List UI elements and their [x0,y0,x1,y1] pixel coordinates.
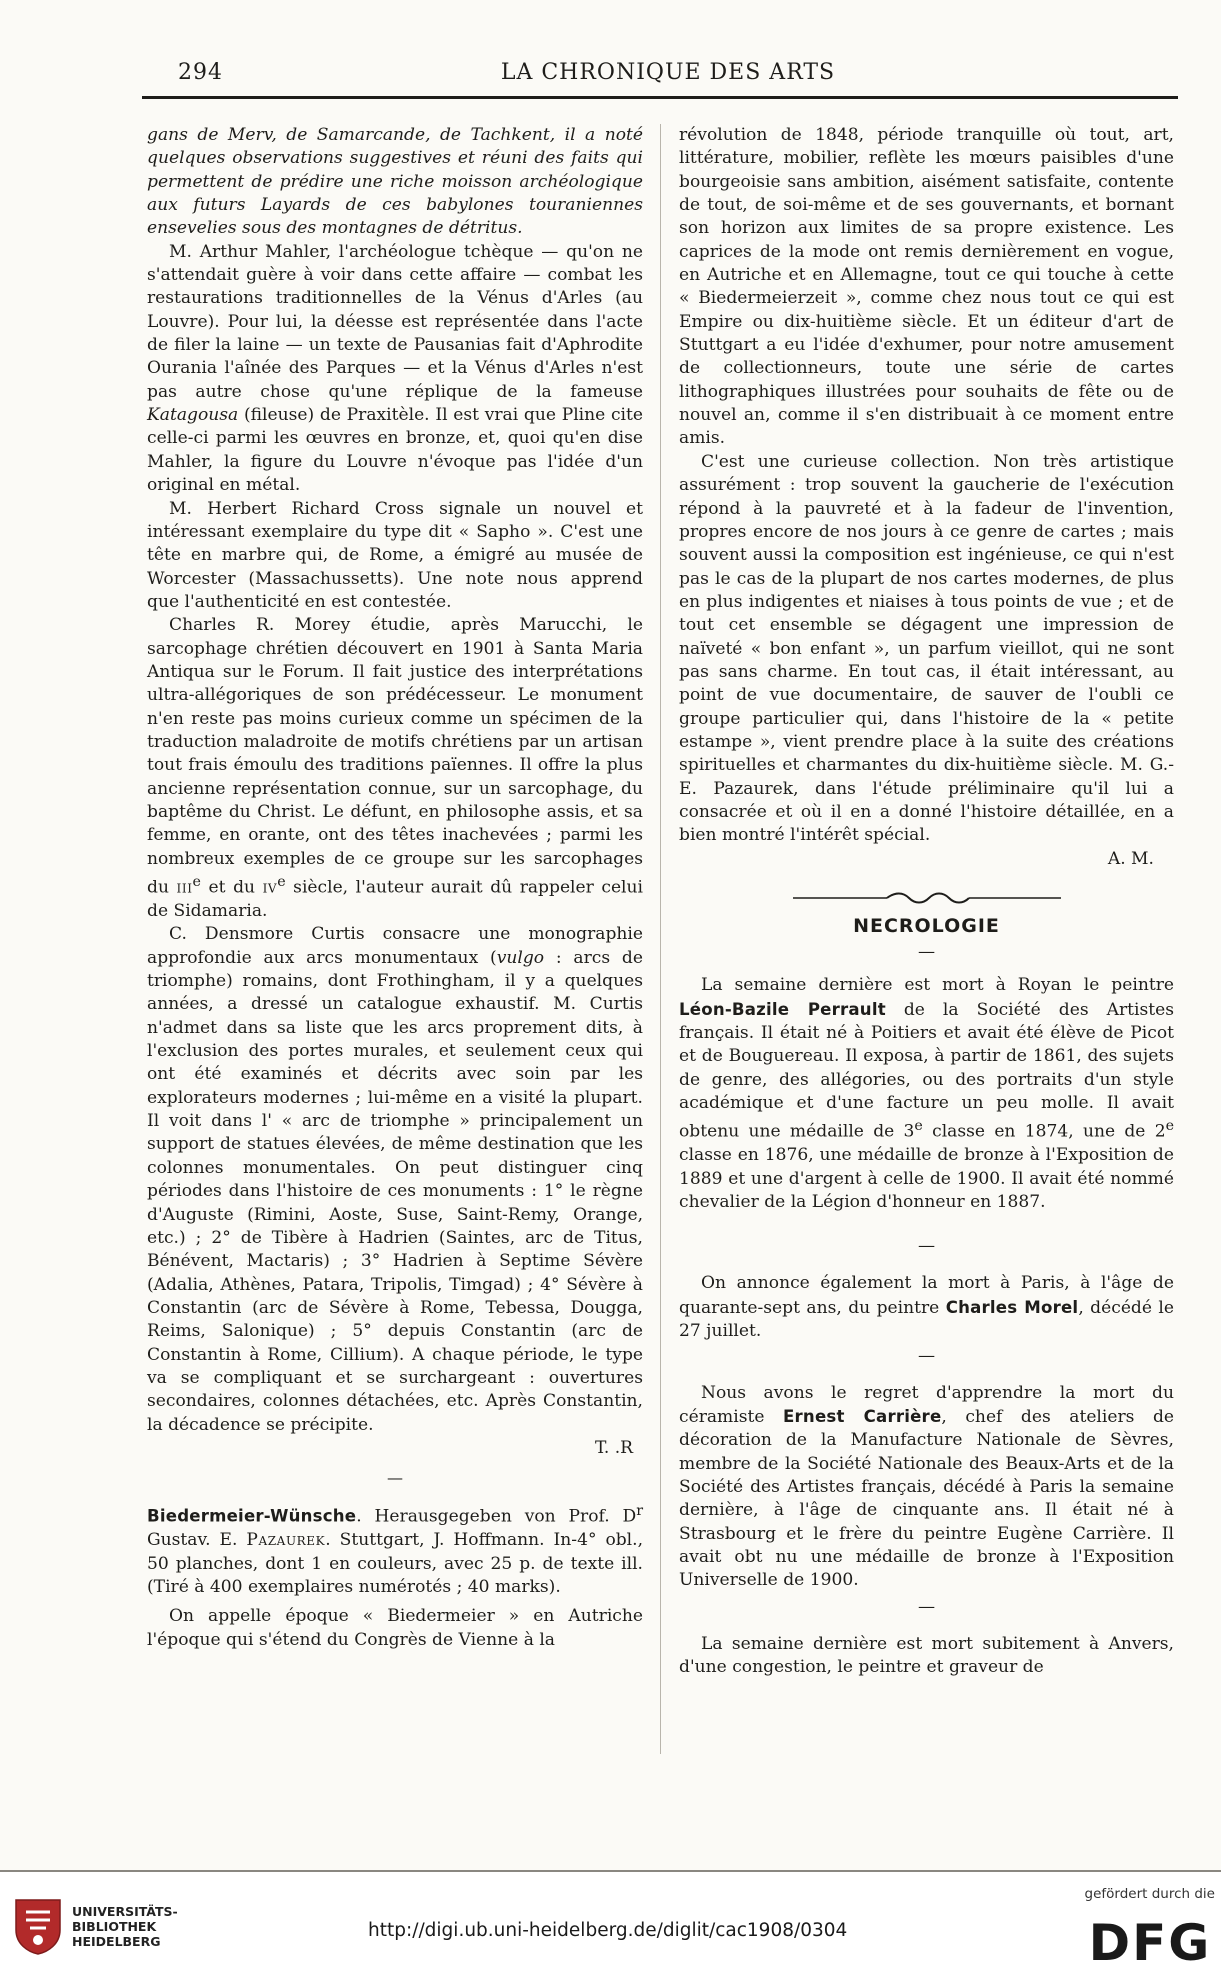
section-separator: — [387,1468,403,1488]
paragraph: M. Herbert Richard Cross signale un nouvel et intéressant exemplaire du type dit « Sapho ». C'est une tête en marbre qui, de Rome, a émigré au musée de Worcester (Massachussetts). Une note nous apprend que l'authenticité en est contestée. [147,498,643,612]
paragraph-text: classe en 1876, une médaille de bronze à l'Exposition de 1889 et une d'argent à celle de 1900. Il avait été nommé chevalier de la Légion d'honneur en 1887. [679,1145,1174,1213]
signature: T. .R [594,1437,633,1458]
paragraph-text: : arcs de triomphe) romains, dont Frothingham, il y a quelques années, a dressé un catalogue exhaustif. M. Curtis n'admet dans sa liste que les arcs proprement dits, à l'exclusion des portes murales, et seulement ceux qui ont été examinés et décrits avec soin par les explorateurs modernes ; lui-même en a visité la plupart. Il voit dans l' « arc de triomphe » principalement un support de statues élevées, de même destination que les colonnes monumentales. On peut distinguer cinq périodes dans l'histoire de ces monuments : 1° le règne d'Auguste (Rimini, Aoste, Suse, Saint-Remy, Orange, etc.) ; 2° de Tibère à Hadrien (Saintes, arc de Titus, Bénévent, Mactaris) ; 3° Hadrien à Septime Sévère (Adalia, Athènes, Patara, Tripolis, Timgad) ; 4° Sévère à Constantin (arc de Sévère à Rome, Tebessa, Dougga, Reims, Salonique) ; 5° depuis Constantin (arc de Constantin à Rome, Cillium). A chaque période, le type va se compliquant et se surchargeant : ouvertures secondaires, colonnes détachées, etc. Après Constantin, la décadence se précipite. [147,947,643,1435]
paragraph-text: . Herausgegeben von Prof. D [356,1506,637,1527]
superscript: e [914,1118,923,1135]
column-divider [660,124,661,1754]
paragraph: révolution de 1848, période tranquille où tout, art, littérature, mobilier, reflète les mœurs paisibles d'une bourgeoisie sans ambition, aisément satisfaite, contente de tout, de soi-même et de ses gouvernants, et bornant son horizon aux limites de sa propre existence. Les caprices de la mode ont remis dernièrement en vogue, en Autriche et en Allemagne, tout ce qui touche à cette « Biedermeierzeit », comme chez nous tout ce qui est Empire ou dix-huitième siècle. Et un éditeur d'art de Stuttgart a eu l'idée d'exhumer, pour notre amusement de collectionneurs, toute une série de cartes lithographiques illustrées pour souhaits de fête ou de nouvel an, comme il s'en distribuait à ce moment entre amis. [679,125,1174,449]
obituary-paragraph [679,1272,1174,1343]
book-review [147,1500,643,1599]
obituary-paragraph [679,974,1174,1214]
university-library-name: UNIVERSITÄTS- BIBLIOTHEK HEIDELBERG [72,1904,178,1949]
paragraph-text: On annonce également la mort à Paris, à l'âge de quarante-sept ans, du peintre [679,1273,1174,1318]
paragraph-text: , décédé le 27 juillet. [679,1297,1174,1342]
header-rule [142,96,1178,99]
author-name: Pazaurek [246,1530,326,1551]
right-column [679,124,1174,1679]
university-seal-icon [12,1896,64,1956]
paragraph-text: et du [200,877,263,898]
short-dash: — [917,1236,936,1257]
source-url[interactable]: http://digi.ub.uni-heidelberg.de/diglit/cac1908/0304 [368,1920,848,1941]
obituary-paragraph [679,1382,1174,1593]
paragraph-text: Gustav. E. [147,1530,247,1551]
paragraph-text: siècle, l'auteur aurait dû rappeler celui de Sidamaria. [147,877,643,922]
svg-text:DFG: DFG [1088,1914,1212,1968]
paragraph-text: La semaine dernière est mort à Royan le peintre [701,975,1174,996]
paragraph [147,923,643,1437]
obituary-paragraph: La semaine dernière est mort subitement à Anvers, d'une congestion, le peintre et graveur de [679,1633,1174,1677]
paragraph-text: M. Arthur Mahler, l'archéologue tchèque — qu'on ne s'attendait guère à voir dans cette affaire — combat les restaurations traditionnelles de la Vénus d'Arles (au Louvre). Pour lui, la déesse est représentée dans l'acte de filer la laine — un texte de Pausanias fait d'Aphrodite Ourania l'aînée des Parques — et la Vénus d'Arles n'est pas autre chose qu'une réplique de la fameuse [147,241,643,402]
paragraph: C'est une curieuse collection. Non très artistique assurément : trop souvent la gaucherie de l'exécution répond à la pauvreté et à la fadeur de l'invention, propres encore de nos jours à ce genre de cartes ; mais souvent aussi la composition est ingénieuse, ce qui n'est pas le cas de la plupart de nos cartes modernes, de plus en plus indigentes et niaises à tous points de vue ; et de tout cet ensemble se dégagent une impression de naïveté « bon enfant », un parfum vieillot, qui ne sont pas sans charme. En tout cas, il était intéressant, au point de vue documentaire, de sauver de l'oubli ce groupe particulier qui, dans l'histoire de la « petite estampe », vient prendre place à la suite des créations spirituelles et charmantes du dix-huitième siècle. M. G.-E. Pazaurek, dans l'étude préliminaire qu'il lui a consacrée et où il en a donné l'histoire détaillée, en a bien montré l'intérêt spécial. [679,451,1174,846]
superscript: e [277,874,286,890]
paragraph-text: de la Société des Artistes français. Il était né à Poitiers et avait été élève de Picot et de Bouguereau. Il exposa, à partir de 1861, des sujets de genre, des allégories, ou des portraits d'un style académique et d'une facture un peu molle. Il avait obtenu une médaille de 3 [679,999,1174,1143]
paragraph [147,614,643,923]
paragraph-text: Nous avons le regret d'apprendre la mort du céramiste [679,1382,1174,1427]
ornament-divider [787,889,1067,907]
dfg-logo-icon [1086,1912,1214,1968]
short-dash: — [917,1596,936,1617]
short-dash: — [917,942,936,963]
short-dash: — [917,1345,936,1366]
section-heading: NECROLOGIE [853,915,1000,937]
paragraph-text: classe en 1874, une de 2 [922,1122,1166,1143]
person-name: Ernest Carrière [783,1406,942,1426]
signature: A. M. [1107,848,1154,869]
paragraph-text: gans de Merv, de Samarcande, de Tachkent, il a noté quelques observations suggestives et réuni des faits qui permettent de prédire une riche moisson archéologique aux futurs Layards de ces babylones touraniennes ensevelies sous des montagnes de détritus. [147,125,643,239]
person-name: Léon-Bazile Perrault [679,999,886,1019]
paragraph-text: , chef des ateliers de décoration de la Manufacture Nationale de Sèvres, membre de la Société Nationale des Beaux-Arts et de la Société des Artistes français, décédé à Paris la semaine dernière, à l'âge de cinquante ans. Il était né à Strasbourg et le frère du peintre Eugène Carrière. Il avait obt nu une médaille de bronze à l'Exposition Universelle de 1900. [679,1406,1175,1591]
paragraph [147,124,643,241]
paragraph-text: C. Densmore Curtis consacre une monographie approfondie aux arcs monumentaux ( [147,924,643,968]
roman-numeral: iv [262,877,278,898]
person-name: Charles Morel [945,1297,1079,1317]
paragraph-text: (fileuse) de Praxitèle. Il est vrai que Pline cite celle-ci parmi les œuvres en bronze, et, quoi qu'en dise Mahler, la figure du Louvre n'évoque pas l'idée d'un original en métal. [147,405,643,496]
paragraph [147,241,643,498]
superscript: e [1165,1118,1175,1135]
paragraph: On appelle époque « Biedermeier » en Autriche l'époque qui s'étend du Congrès de Vienne à la [147,1606,643,1650]
paragraph-text: Charles R. Morey étudie, après Marucchi, le sarcophage chrétien découvert en 1901 à Santa Maria Antiqua sur le Forum. Il fait justice des interprétations ultra-allégoriques de son prédécesseur. Le monument n'en reste pas moins curieux comme un spécimen de la traduction maladroite de motifs chrétiens par un artisan tout frais émoulu des traditions païennes. Il offre la plus ancienne représentation connue, sur un sarcophage, du baptême du Christ. Le défunt, en philosophe assis, et sa femme, en orante, ont des têtes inachevées ; parmi les nombreux exemples de ce groupe sur les sarcophages du [147,615,643,898]
running-head: LA CHRONIQUE DES ARTS [500,60,836,85]
paragraph-text: . Stuttgart, J. Hoffmann. In-4° obl., 50 planches, dont 1 en couleurs, avec 25 p. de texte ill. (Tiré à 400 exemplaires numérotés ; 40 marks). [147,1530,644,1597]
left-column [147,124,643,1652]
superscript: e [192,874,201,890]
superscript: r [636,1503,643,1520]
page-number: 294 [178,60,223,85]
book-title: Biedermeier-Wünsche [147,1506,357,1526]
roman-numeral: iii [176,877,193,898]
digitization-footer [0,1872,1221,1984]
funding-note: gefördert durch die [1084,1886,1215,1902]
italic-term: vulgo [496,947,545,968]
italic-term: Katagousa [147,405,239,426]
